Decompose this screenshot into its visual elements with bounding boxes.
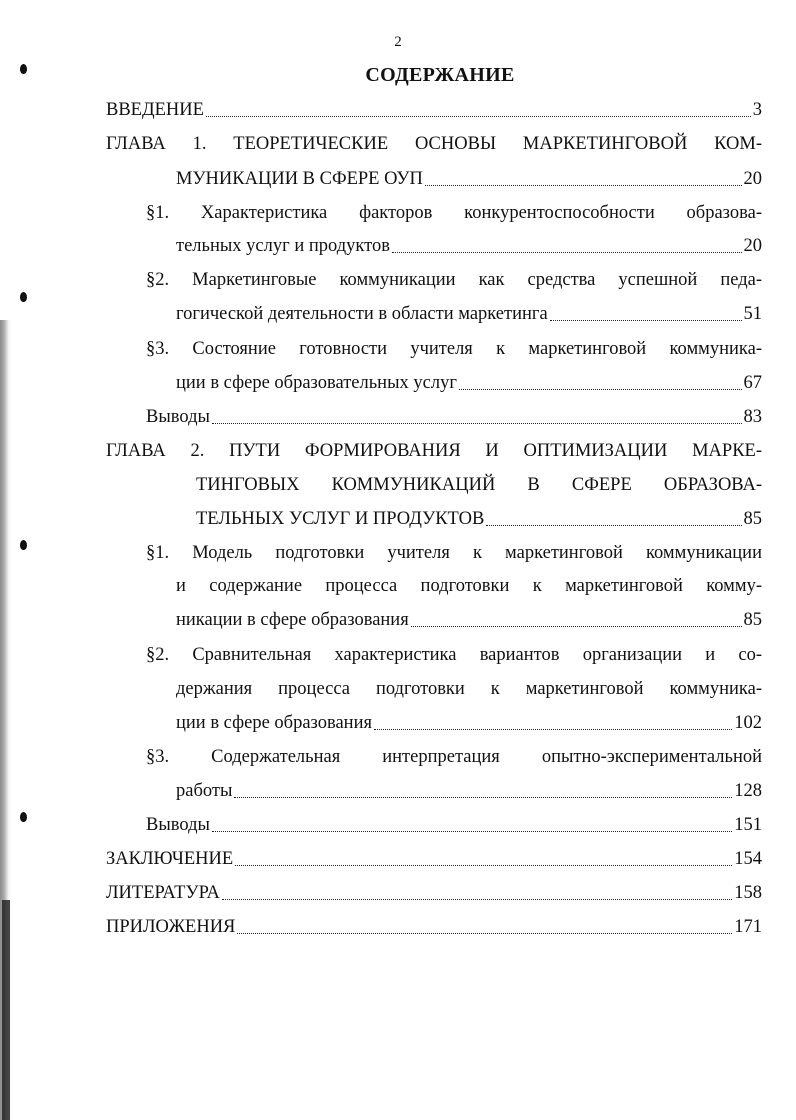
toc-entry-text: ции в сфере образовательных услуг: [176, 373, 457, 393]
toc-entry-intro[interactable]: [106, 98, 762, 122]
toc-page-number: 67: [743, 373, 762, 393]
leader-dots: [486, 524, 741, 526]
page-title: СОДЕРЖАНИЕ: [365, 64, 515, 86]
toc-entry-text: ЛИТЕРАТУРА: [106, 883, 220, 903]
leader-dots: [550, 319, 742, 321]
toc-page-number: 171: [734, 917, 762, 937]
leader-dots: [235, 864, 732, 866]
toc-entry-text: никации в сфере образования: [176, 610, 409, 630]
toc-entry-chapter-1-cont[interactable]: [176, 167, 762, 191]
toc-page-number: 128: [734, 781, 762, 801]
toc-entry-conclusions-1[interactable]: [146, 405, 762, 429]
leader-dots: [212, 830, 732, 832]
toc-entry-literature[interactable]: [106, 881, 762, 905]
toc-page-number: 158: [734, 883, 762, 903]
leader-dots: [234, 796, 732, 798]
scan-mark: [20, 292, 27, 302]
toc-entry-text: ТЕЛЬНЫХ УСЛУГ И ПРОДУКТОВ: [196, 509, 485, 529]
leader-dots: [425, 184, 742, 186]
scan-edge-dark: [2, 900, 10, 1120]
toc-page-number: 151: [734, 815, 762, 835]
toc-entry-text: ЗАКЛЮЧЕНИЕ: [106, 849, 234, 869]
leader-dots: [392, 251, 742, 253]
toc-entry-section-2-1[interactable]: §1. Модель подготовки учителя к маркетинговой коммуникации: [146, 543, 762, 563]
toc-entry-section-1-2-cont[interactable]: [176, 302, 762, 326]
toc-entry-section-1-1-cont[interactable]: [176, 234, 762, 258]
toc-entry-conclusion[interactable]: [106, 847, 762, 871]
toc-entry-section-2-2-cont-2[interactable]: [176, 711, 762, 735]
toc-entry-text: тельных услуг и продуктов: [176, 236, 390, 256]
toc-entry-chapter-1[interactable]: ГЛАВА 1. ТЕОРЕТИЧЕСКИЕ ОСНОВЫ МАРКЕТИНГОВОЙ КОМ-: [106, 134, 762, 154]
scan-mark: [20, 540, 27, 550]
toc-entry-section-1-3[interactable]: §3. Состояние готовности учителя к маркетинговой коммуника-: [146, 339, 762, 359]
toc-entry-section-2-2[interactable]: §2. Сравнительная характеристика вариантов организации и со-: [146, 645, 762, 665]
leader-dots: [222, 898, 732, 900]
toc-entry-section-2-2-cont[interactable]: держания процесса подготовки к маркетинговой коммуника-: [176, 679, 762, 699]
toc-entry-section-2-3-cont[interactable]: [176, 779, 762, 803]
toc-entry-text: работы: [176, 781, 233, 801]
toc-entry-text: МУНИКАЦИИ В СФЕРЕ ОУП: [176, 169, 423, 189]
toc-entry-section-2-1-cont[interactable]: и содержание процесса подготовки к маркетинговой комму-: [176, 576, 762, 596]
toc-page-number: 85: [743, 509, 762, 529]
toc-entry-text: ции в сфере образования: [176, 713, 372, 733]
toc-page-number: 3: [752, 100, 762, 120]
toc-entry-conclusions-2[interactable]: [146, 813, 762, 837]
toc-entry-chapter-2[interactable]: ГЛАВА 2. ПУТИ ФОРМИРОВАНИЯ И ОПТИМИЗАЦИИ МАРКЕ-: [106, 441, 762, 461]
toc-page-number: 85: [743, 610, 762, 630]
toc-page-number: 20: [743, 169, 762, 189]
leader-dots: [459, 388, 742, 390]
toc-entry-section-1-2[interactable]: §2. Маркетинговые коммуникации как средства успешной педа-: [146, 270, 762, 290]
toc-entry-text: ПРИЛОЖЕНИЯ: [106, 917, 236, 937]
toc-page-number: 20: [743, 236, 762, 256]
toc-page-number: 83: [743, 407, 762, 427]
leader-dots: [212, 422, 742, 424]
leader-dots: [374, 728, 732, 730]
toc-entry-section-2-3[interactable]: §3. Содержательная интерпретация опытно-экспериментальной: [146, 747, 762, 767]
page-number: 2: [394, 34, 402, 50]
toc-page-number: 51: [743, 304, 762, 324]
toc-entry-text: Выводы: [146, 815, 210, 835]
toc-page-number: 154: [734, 849, 762, 869]
toc-entry-section-1-3-cont[interactable]: [176, 371, 762, 395]
toc-entry-section-2-1-cont-2[interactable]: [176, 608, 762, 632]
toc-entry-section-1-1[interactable]: §1. Характеристика факторов конкурентоспособности образова-: [146, 203, 762, 223]
toc-entry-text: ВВЕДЕНИЕ: [106, 100, 204, 120]
leader-dots: [411, 625, 742, 627]
scan-mark: [20, 812, 27, 822]
leader-dots: [206, 115, 751, 117]
toc-entry-chapter-2-cont-2[interactable]: [196, 507, 762, 531]
toc-entry-text: гогической деятельности в области маркетинга: [176, 304, 548, 324]
toc-entry-text: Выводы: [146, 407, 210, 427]
toc-entry-appendix[interactable]: [106, 915, 762, 939]
toc-entry-chapter-2-cont[interactable]: ТИНГОВЫХ КОММУНИКАЦИЙ В СФЕРЕ ОБРАЗОВА-: [196, 475, 762, 495]
leader-dots: [237, 932, 732, 934]
toc-page-number: 102: [734, 713, 762, 733]
